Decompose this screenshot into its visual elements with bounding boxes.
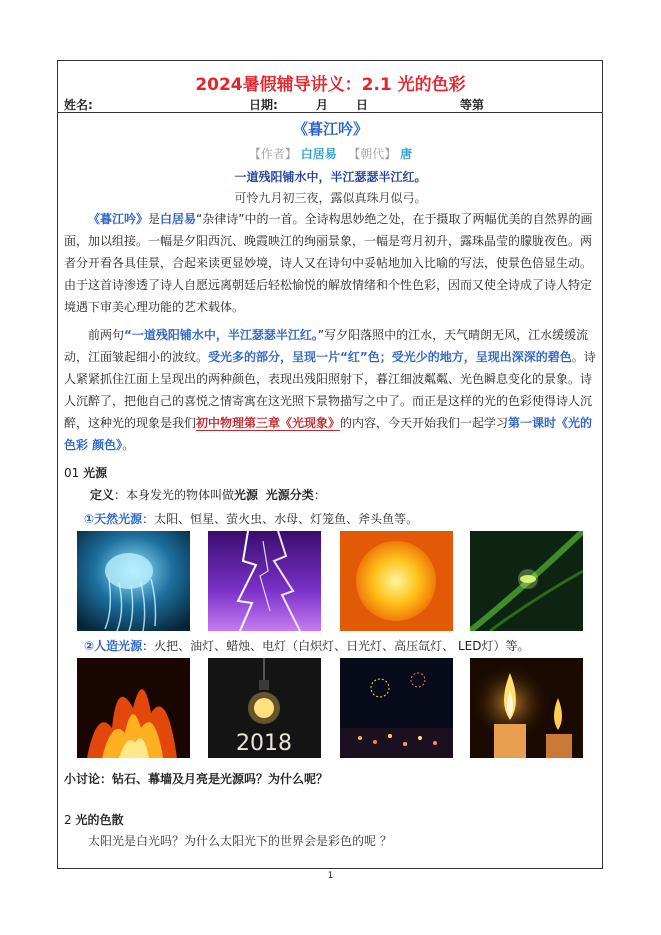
date-label: 日期: [249,98,278,112]
city-lights-image [340,658,453,758]
lesson-title: 第一课时《光的色彩 颜色》 [64,416,593,452]
section-2-heading: 2 光的色散 [64,813,124,827]
name-label: 姓名: [64,98,93,112]
poem-title: 《暮江吟》 [292,120,368,138]
light-source-definition: 定义：本身发光的物体叫做光源 光源分类： [90,488,326,502]
discussion-question: 小讨论：钻石、幕墙及月亮是光源吗？为什么呢？ [64,772,329,786]
section-1-heading: 01 光源 [64,466,108,480]
firefly-image [470,531,583,631]
name-field [64,96,208,113]
section-2-question: 太阳光是白光吗？为什么太阳光下的世界会是彩色的呢 ？ [88,834,392,848]
page-title: 2024暑假辅导讲义：2.1 光的色彩 [195,75,466,95]
bulb-year: 2018 [236,731,292,756]
poem-line-1: 一道残阳铺水中，半江瑟瑟半江红。 [234,170,427,184]
chapter-reference: 初中物理第三章《光现象》 [196,416,341,430]
jellyfish-image [77,531,190,631]
candle-image [470,658,583,758]
natural-sources: ①天然光源：太阳、恒星、萤火虫、水母、灯笼鱼、斧头鱼等。 [84,512,419,526]
paragraph-intro: 《暮江吟》是白居易“杂律诗”中的一首。全诗构思妙绝之处，在于摄取了两幅优美的自然界的画面，加以组接。一幅是夕阳西沉、晚霞映江的绚丽景象，一幅是弯月初升，露珠晶莹的朦胧夜色。两者分开看各具佳景，合起来读更显妙境，诗人又在诗句中妥帖地加入比喻的写法，使景色倍显生动。由于这首诗渗透了诗人自愿远离朝廷后轻松愉悦的解放情绪和个性色彩，因而又使全诗成了诗人特定境遇下审美心理功能的艺术载体。 [64,212,593,314]
poem-author: 白居易 [300,147,337,161]
divider [58,112,602,113]
level-field [460,96,546,113]
sun-image [340,531,453,631]
lightning-image [208,531,321,631]
page-number: 1 [327,871,334,881]
lightbulb-image [208,658,321,758]
level-label: 等第 [460,98,485,112]
date-field [249,96,368,113]
month-label: 月 [316,98,329,112]
fire-image [77,658,190,758]
poem-line-2: 可怜九月初三夜，露似真珠月似弓。 [234,191,427,205]
poem-dynasty: 唐 [400,147,413,161]
day-label: 日 [356,98,369,112]
poem-author-line: 【作者】 白居易 【朝代】 唐 [248,147,413,161]
paragraph-analysis: 前两句“一道残阳铺水中，半江瑟瑟半江红。”写夕阳落照中的江水，天气晴朗无风，江水缓缓流动，江面皱起细小的波纹。受光多的部分，呈现一片“红”色；受光少的地方，呈现出深深的碧色。诗人紧紧抓住江面上呈现出的两种颜色，表现出残阳照射下，暮江细波粼粼、光色瞬息变化的景象。诗人沉醉了，把他自己的喜悦之情寄寓在这光照下景物描写之中了。而正是这样的光的色彩使得诗人沉醉，这种光的现象是我们初中物理第三章《光现象》的内容，今天开始我们一起学习第一课时《光的色彩 颜色》。 [64,328,596,452]
artificial-sources: ②人造光源：火把、油灯、蜡烛、电灯（白炽灯、日光灯、高压氙灯、 LED灯）等。 [84,639,530,653]
